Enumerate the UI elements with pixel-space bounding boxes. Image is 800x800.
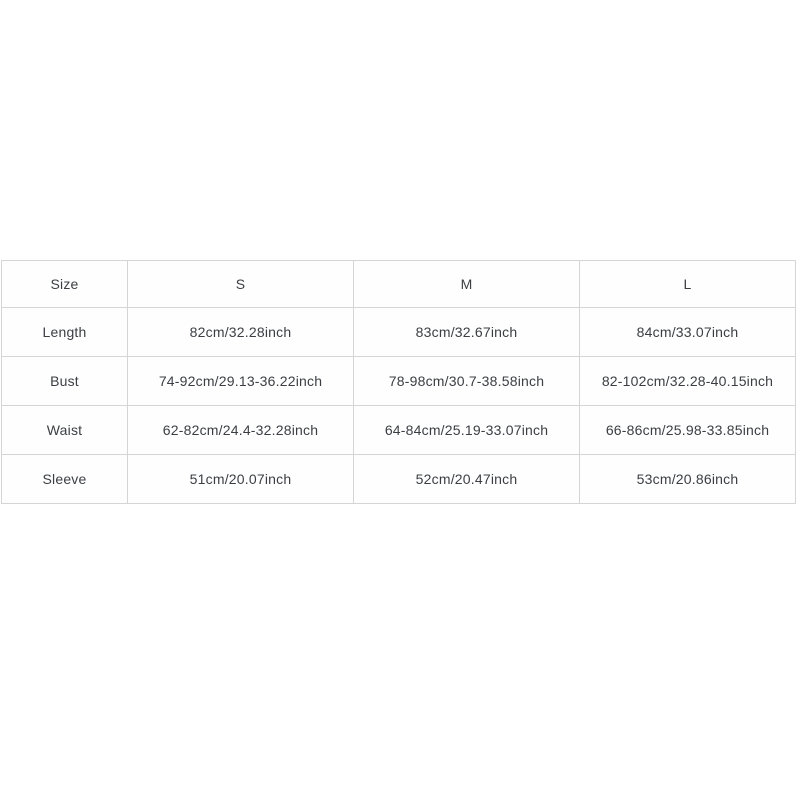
row-label-length: Length (2, 308, 128, 357)
row-label-bust: Bust (2, 357, 128, 406)
table-row-waist (2, 406, 796, 455)
cell-sleeve-s: 51cm/20.07inch (128, 455, 354, 504)
cell-length-m: 83cm/32.67inch (354, 308, 580, 357)
cell-sleeve-l: 53cm/20.86inch (580, 455, 796, 504)
table-row-length (2, 308, 796, 357)
header-row (2, 261, 796, 308)
header-cell-s: S (128, 261, 354, 308)
cell-length-l: 84cm/33.07inch (580, 308, 796, 357)
row-label-sleeve: Sleeve (2, 455, 128, 504)
cell-sleeve-m: 52cm/20.47inch (354, 455, 580, 504)
table-row-sleeve (2, 455, 796, 504)
cell-bust-s: 74-92cm/29.13-36.22inch (128, 357, 354, 406)
header-cell-l: L (580, 261, 796, 308)
header-cell-m: M (354, 261, 580, 308)
size-chart-table (1, 260, 796, 504)
cell-bust-l: 82-102cm/32.28-40.15inch (580, 357, 796, 406)
cell-waist-s: 62-82cm/24.4-32.28inch (128, 406, 354, 455)
cell-bust-m: 78-98cm/30.7-38.58inch (354, 357, 580, 406)
cell-length-s: 82cm/32.28inch (128, 308, 354, 357)
table-row-bust (2, 357, 796, 406)
row-label-waist: Waist (2, 406, 128, 455)
cell-waist-m: 64-84cm/25.19-33.07inch (354, 406, 580, 455)
header-cell-size: Size (2, 261, 128, 308)
cell-waist-l: 66-86cm/25.98-33.85inch (580, 406, 796, 455)
